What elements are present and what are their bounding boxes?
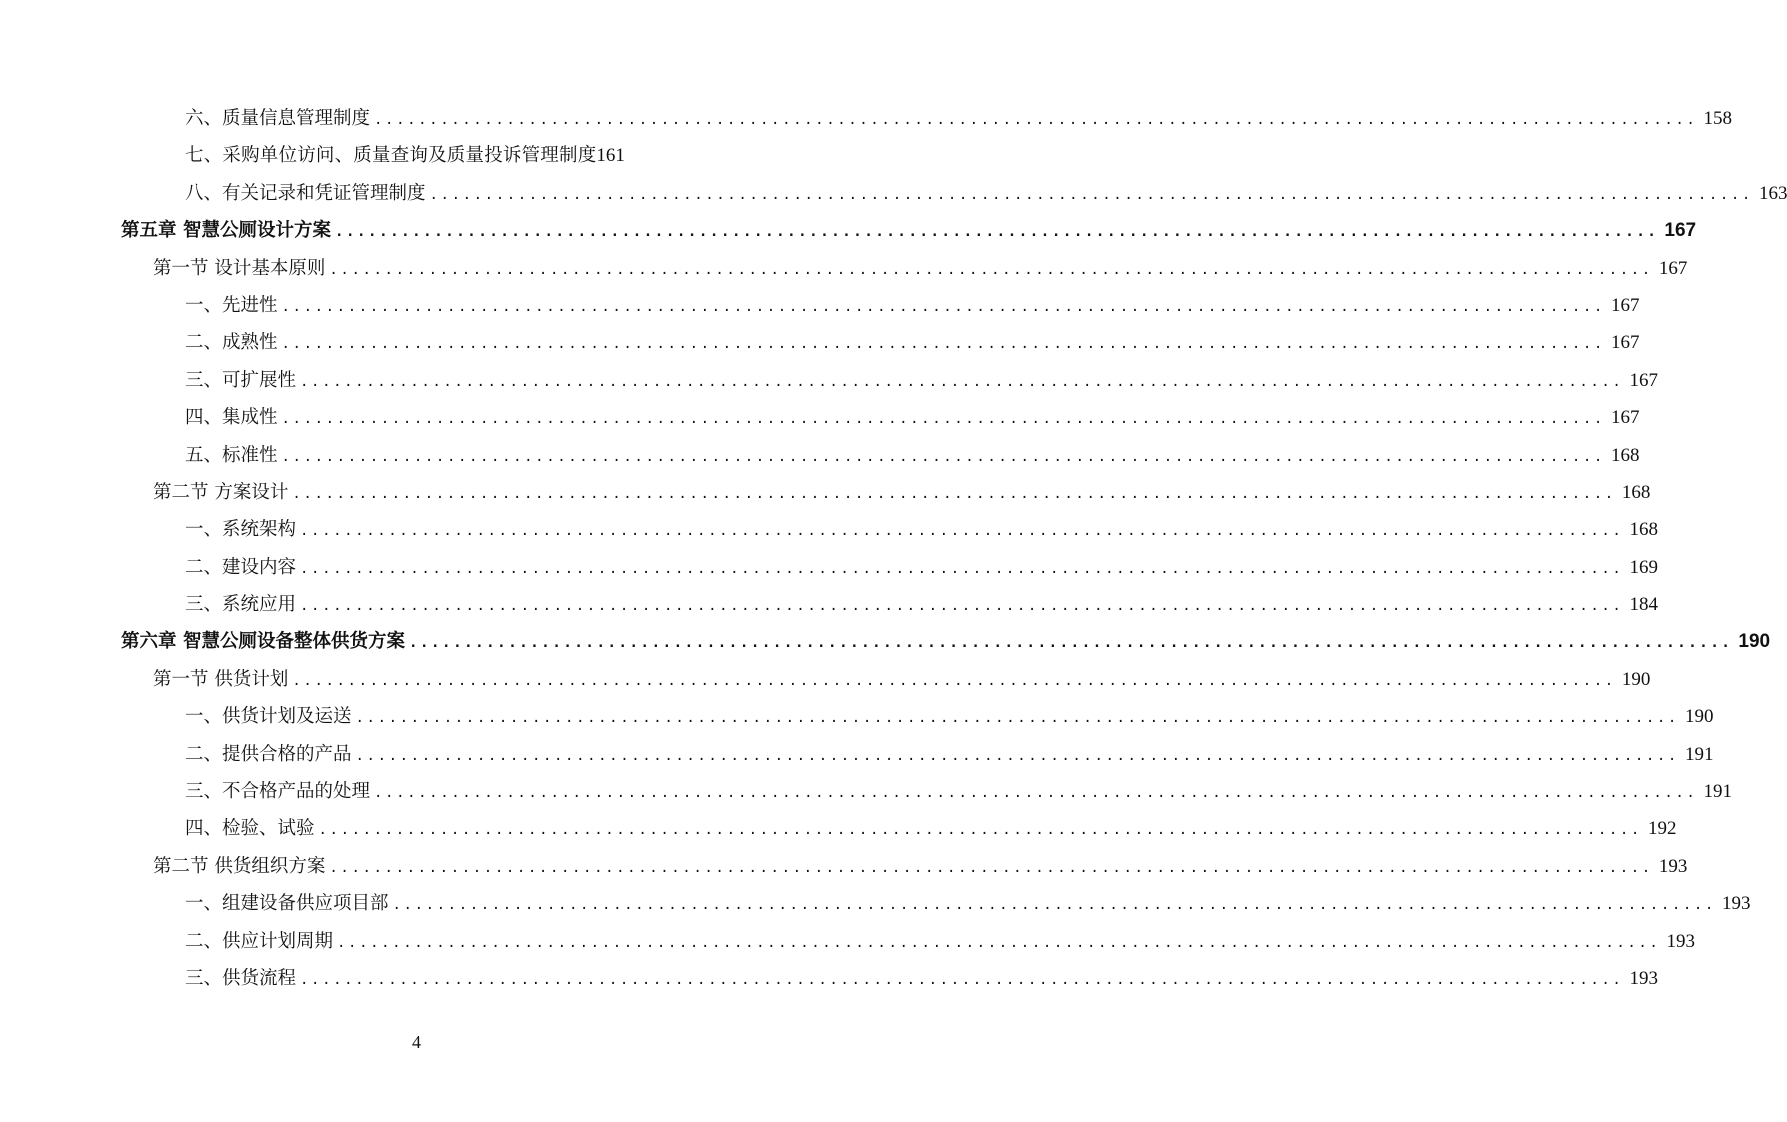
toc-leader-dots: ........................................................................................................................ — [318, 822, 1642, 839]
toc-entry[interactable] — [0, 885, 1751, 922]
toc-leader-dots: ........................................................................................................................ — [355, 710, 1679, 727]
toc-entry-label: 第二节 方案设计 — [153, 481, 289, 503]
toc-entry-page: 190 — [1621, 668, 1651, 690]
toc-entry-label: 一、系统架构 — [185, 519, 297, 541]
toc-leader-dots: ........................................................................................................................ — [429, 186, 1753, 203]
toc-entry-page: 193 — [1658, 855, 1688, 877]
toc-entry-page: 184 — [1629, 594, 1658, 616]
toc-entry-page: 168 — [1610, 444, 1640, 466]
toc-entry-label: 一、供货计划及运送 — [185, 706, 352, 728]
toc-leader-dots: ........................................................................................................................ — [300, 373, 1624, 390]
toc-entry[interactable] — [0, 175, 1787, 212]
toc-entry-label: 二、提供合格的产品 — [185, 743, 352, 765]
toc-entry-page: 169 — [1629, 556, 1658, 578]
toc-leader-dots: ........................................................................................................................ — [300, 560, 1624, 577]
toc-leader-dots: ........................................................................................................................ — [392, 897, 1716, 914]
toc-entry-page: 167 — [1658, 257, 1688, 279]
toc-entry-label: 四、检验、试验 — [185, 818, 315, 840]
toc-leader-dots: ........................................................................................................................ — [300, 971, 1624, 988]
toc-entry-page: 193 — [1629, 967, 1658, 989]
toc-leader-dots: ........................................................................................................................ — [355, 747, 1679, 764]
toc-entry-label: 一、先进性 — [185, 294, 278, 316]
toc-entry-page: 193 — [1721, 893, 1751, 915]
toc-entry-page: 190 — [1684, 706, 1714, 728]
toc-entry[interactable] — [0, 511, 1658, 548]
toc-entry[interactable] — [0, 623, 1771, 660]
toc-leader-dots: ........................................................................................................................ — [374, 785, 1698, 802]
toc-entry[interactable] — [0, 137, 673, 174]
toc-entry[interactable] — [0, 474, 1651, 511]
toc-entry-label: 三、系统应用 — [185, 594, 297, 616]
toc-entry-label: 八、有关记录和凭证管理制度 — [185, 182, 426, 204]
toc-entry[interactable] — [0, 362, 1658, 399]
toc-leader-dots: ........................................................................................................................ — [374, 112, 1698, 128]
toc-leader-dots: ........................................................................................................................ — [281, 411, 1605, 428]
toc-entry-label: 四、集成性 — [185, 407, 278, 429]
toc-entry-page: 168 — [1621, 481, 1651, 503]
toc-leader-dots: ........................................................................................................................ — [300, 523, 1624, 540]
toc-entry[interactable] — [0, 848, 1688, 885]
toc-entry-label: 三、可扩展性 — [185, 369, 297, 391]
toc-entry-label: 一、组建设备供应项目部 — [185, 893, 389, 915]
toc-leader-dots: ........................................................................................................................ — [292, 485, 1616, 502]
toc-leader-dots: ........................................................................................................................ — [329, 261, 1653, 278]
toc-entry-page: 167 — [1610, 294, 1640, 316]
toc-entry[interactable] — [0, 810, 1677, 847]
toc-entry-label: 五、标准性 — [185, 444, 278, 466]
toc-entry-label: 第二节 供货组织方案 — [153, 855, 326, 877]
toc-leader-dots: ........................................................................................................................ — [281, 298, 1605, 315]
toc-entry[interactable] — [0, 250, 1688, 287]
toc-entry-label: 二、建设内容 — [185, 556, 297, 578]
toc-entry[interactable] — [0, 100, 1732, 137]
toc-entry[interactable] — [0, 287, 1640, 324]
toc-entry-page: 158 — [1703, 108, 1732, 129]
toc-leader-dots: ........................................................................................................................ — [281, 336, 1605, 353]
toc-leader-dots: ........................................................................................................................ — [337, 934, 1661, 951]
toc-entry-page: 161 — [596, 145, 625, 167]
toc-entry-label: 第六章 智慧公厕设备整体供货方案 — [121, 631, 405, 653]
toc-entry-page: 191 — [1684, 743, 1714, 765]
toc-entry-page: 193 — [1666, 930, 1695, 952]
toc-leader-dots: ........................................................................................................................ — [300, 598, 1624, 615]
toc-entry[interactable] — [0, 549, 1658, 586]
toc-leader-dots: ........................................................................................................................ — [408, 635, 1733, 652]
toc-entry[interactable] — [0, 437, 1640, 474]
toc-entry-page: 167 — [1610, 332, 1640, 354]
toc-entry-page: 192 — [1647, 818, 1677, 840]
toc-entry-page: 191 — [1703, 781, 1732, 803]
toc-leader-dots: ........................................................................................................................ — [329, 859, 1653, 876]
toc-entry-page: 167 — [1610, 407, 1640, 429]
toc-entry-label: 二、供应计划周期 — [185, 930, 334, 952]
toc-entry-page: 167 — [1664, 220, 1697, 242]
toc-entry-label: 第一节 设计基本原则 — [153, 257, 326, 279]
toc-entry[interactable] — [0, 773, 1732, 810]
toc-entry-label: 七、采购单位访问、质量查询及质量投诉管理制度 — [185, 145, 597, 167]
toc-entry-label: 三、不合格产品的处理 — [185, 781, 371, 803]
toc-entry-label: 第五章 智慧公厕设计方案 — [121, 220, 331, 242]
page-number: 4 — [412, 1032, 421, 1052]
toc-entry-label: 第一节 供货计划 — [153, 668, 289, 690]
toc-entry[interactable] — [0, 960, 1658, 997]
toc-entry[interactable] — [0, 661, 1651, 698]
toc-entry[interactable] — [0, 586, 1658, 623]
toc-entry[interactable] — [0, 923, 1695, 960]
toc-entry-page: 167 — [1629, 369, 1658, 391]
toc-entry[interactable] — [0, 736, 1714, 773]
toc-entry[interactable] — [0, 212, 1697, 249]
toc-entry-page: 168 — [1629, 519, 1658, 541]
toc-leader-dots: ........................................................................................................................ — [281, 448, 1605, 465]
toc-entry-label: 六、质量信息管理制度 — [185, 108, 371, 129]
toc-entry-label: 二、成熟性 — [185, 332, 278, 354]
toc-leader-dots: ........................................................................................................................ — [292, 672, 1616, 689]
toc-leader-dots: ........................................................................................................................ — [334, 224, 1659, 241]
toc-entry[interactable] — [0, 698, 1714, 735]
toc-entry[interactable] — [0, 324, 1640, 361]
toc-entry-page: 163 — [1758, 182, 1787, 204]
toc-entry-label: 三、供货流程 — [185, 967, 297, 989]
toc-entry-page: 190 — [1738, 631, 1771, 653]
table-of-contents — [0, 100, 1787, 997]
toc-entry[interactable] — [0, 399, 1640, 436]
